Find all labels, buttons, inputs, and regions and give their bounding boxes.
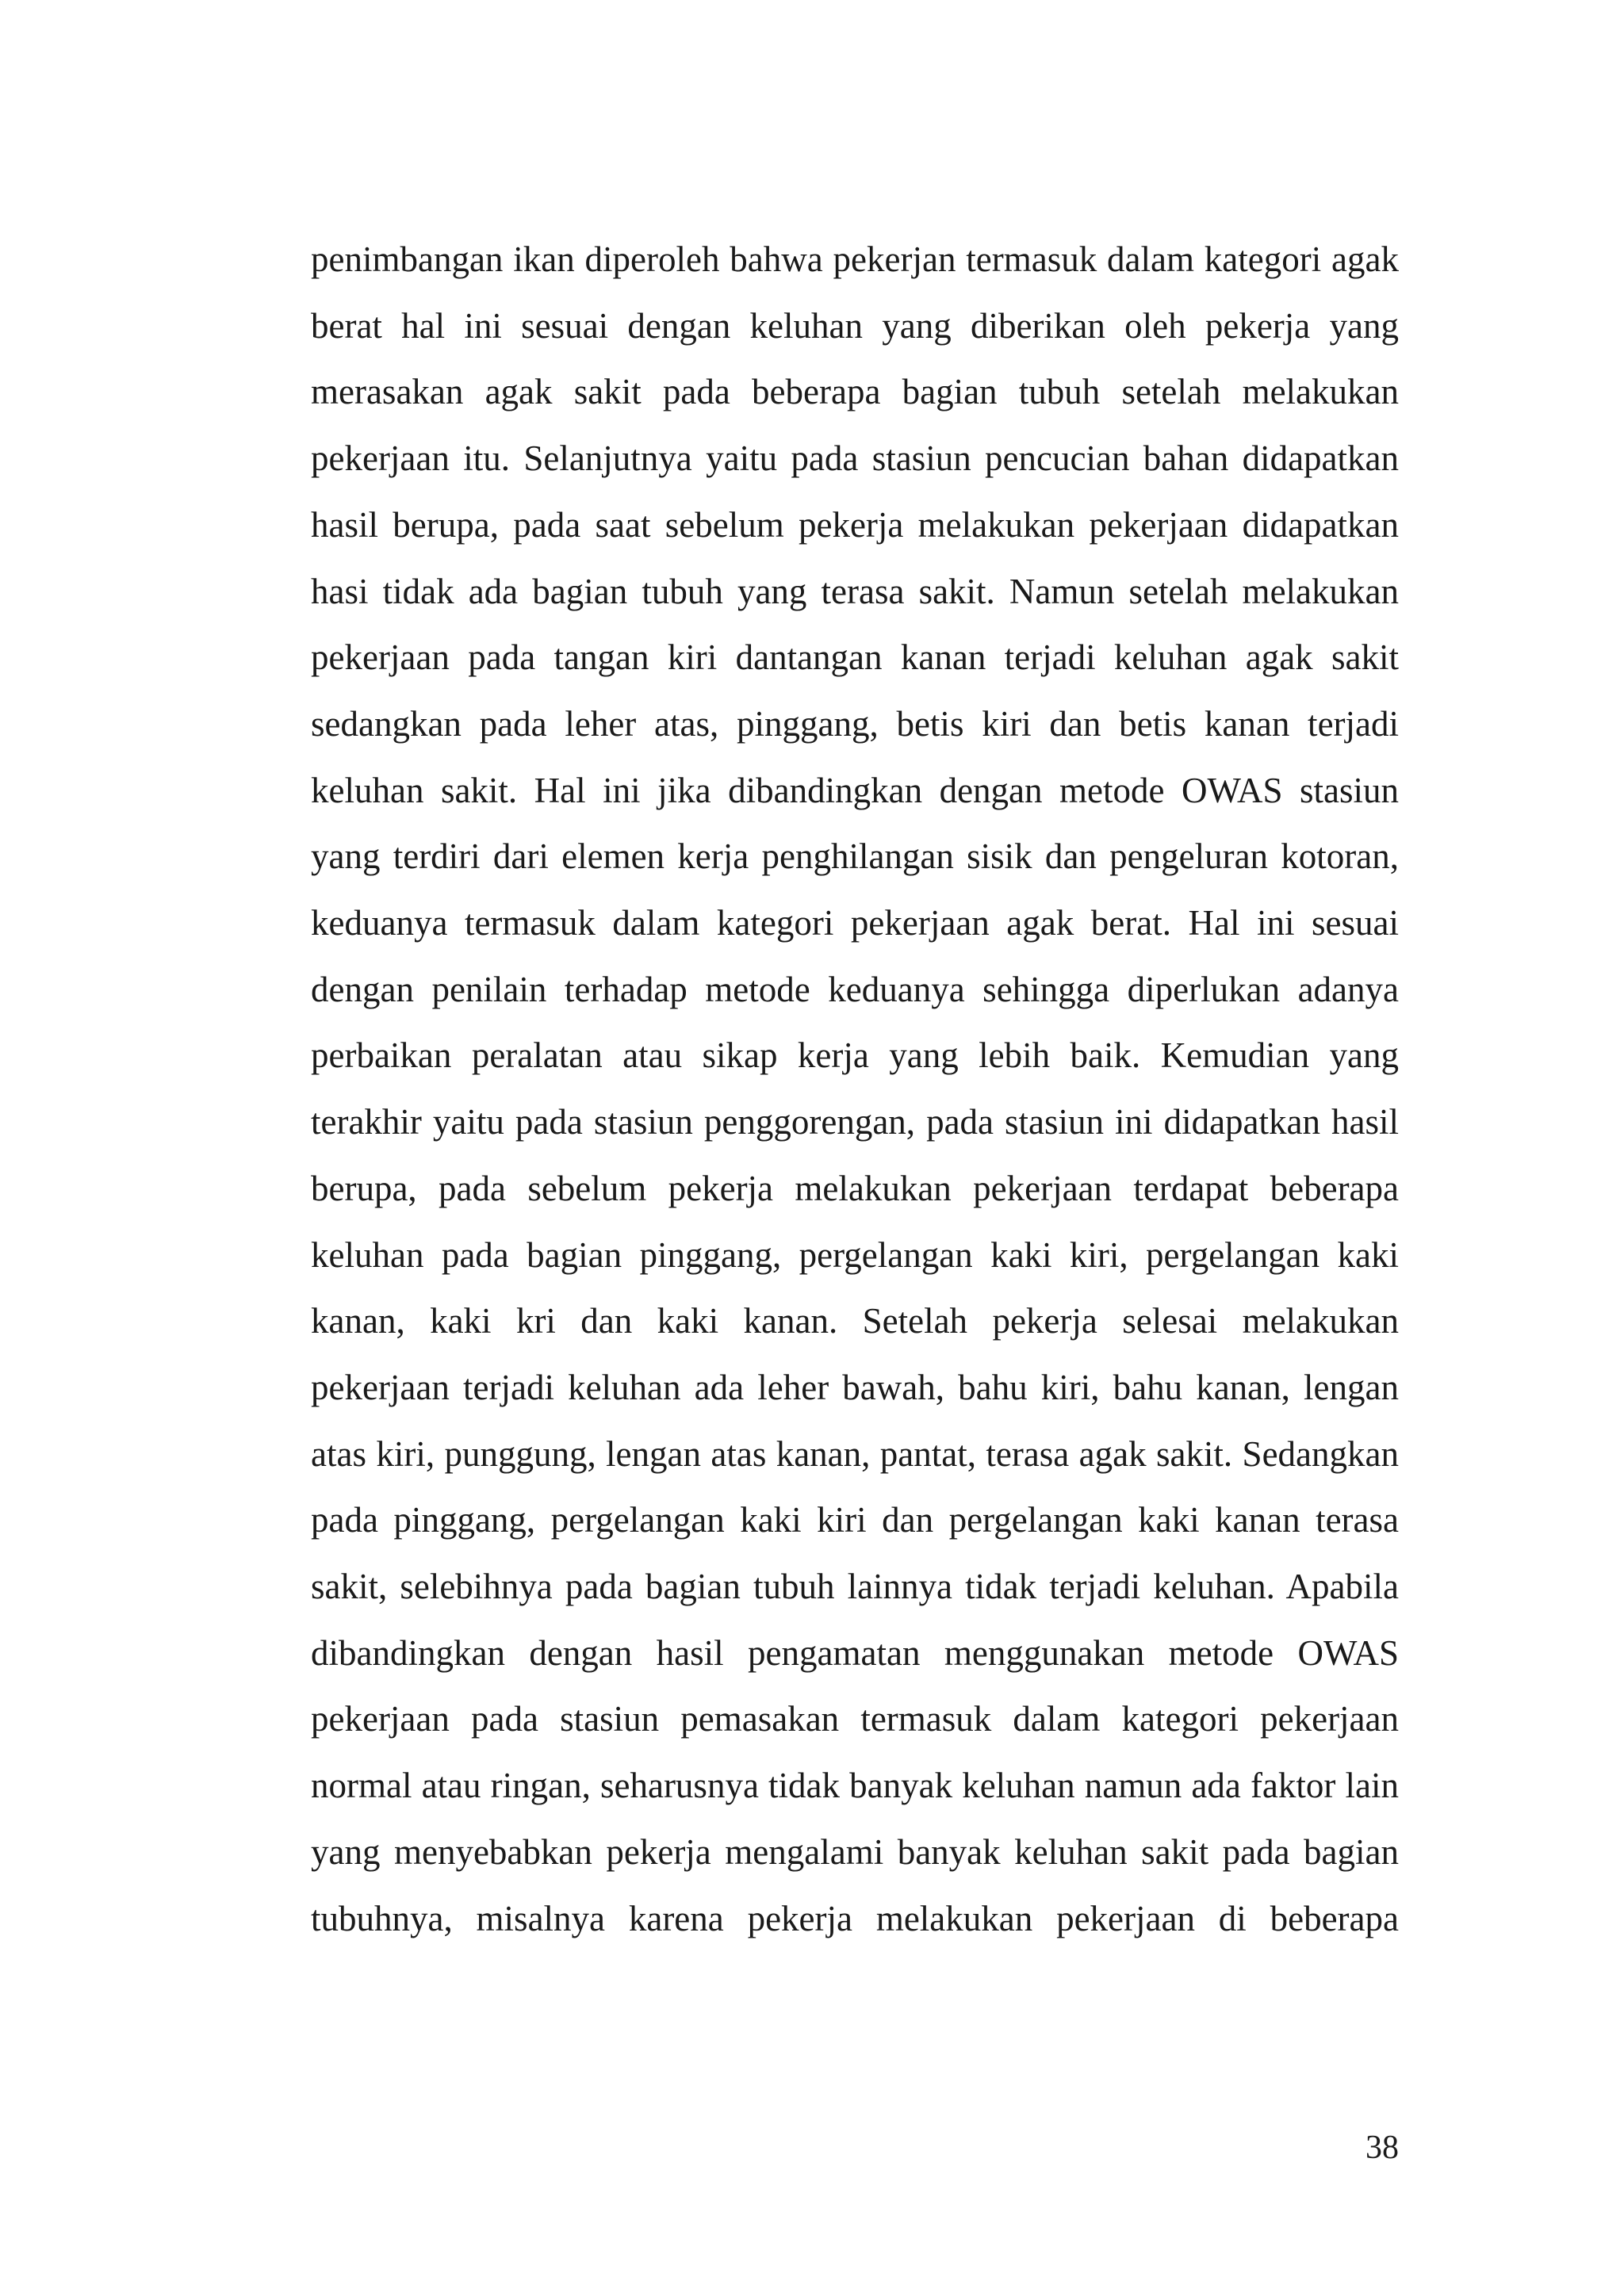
page-number: 38 [1365, 2130, 1399, 2166]
body-paragraph: penimbangan ikan diperoleh bahwa pekerjan termasuk dalam kategori agak berat hal ini sesuai dengan keluhan yang diberikan oleh pekerja yang merasakan agak sakit pada beberapa bagian tubuh setelah melakukan pekerjaan itu. Selanjutnya yaitu pada stasiun pencucian bahan didapatkan hasil berupa, pada saat sebelum pekerja melakukan pekerjaan didapatkan hasi tidak ada bagian tubuh yang terasa sakit. Namun setelah melakukan pekerjaan pada tangan kiri dantangan kanan terjadi keluhan agak sakit sedangkan pada leher atas, pinggang, betis kiri dan betis kanan terjadi keluhan sakit. Hal ini jika dibandingkan dengan metode OWAS stasiun yang terdiri dari elemen kerja penghilangan sisik dan pengeluran kotoran, keduanya termasuk dalam kategori pekerjaan agak berat. Hal ini sesuai dengan penilain terhadap metode keduanya sehingga diperlukan adanya perbaikan peralatan atau sikap kerja yang lebih baik. Kemudian yang terakhir yaitu pada stasiun penggorengan, pada stasiun ini didapatkan hasil berupa, pada sebelum pekerja melakukan pekerjaan terdapat beberapa keluhan pada bagian pinggang, pergelangan kaki kiri, pergelangan kaki kanan, kaki kri dan kaki kanan. Setelah pekerja selesai melakukan pekerjaan terjadi keluhan ada leher bawah, bahu kiri, bahu kanan, lengan atas kiri, punggung, lengan atas kanan, pantat, terasa agak sakit. Sedangkan pada pinggang, pergelangan kaki kiri dan pergelangan kaki kanan terasa sakit, selebihnya pada bagian tubuh lainnya tidak terjadi keluhan. Apabila dibandingkan dengan hasil pengamatan menggunakan metode OWAS pekerjaan pada stasiun pemasakan termasuk dalam kategori pekerjaan normal atau ringan, seharusnya tidak banyak keluhan namun ada faktor lain yang menyebabkan pekerja mengalami banyak keluhan sakit pada bagian tubuhnya, misalnya karena pekerja melakukan pekerjaan di beberapa [311, 239, 1399, 1938]
